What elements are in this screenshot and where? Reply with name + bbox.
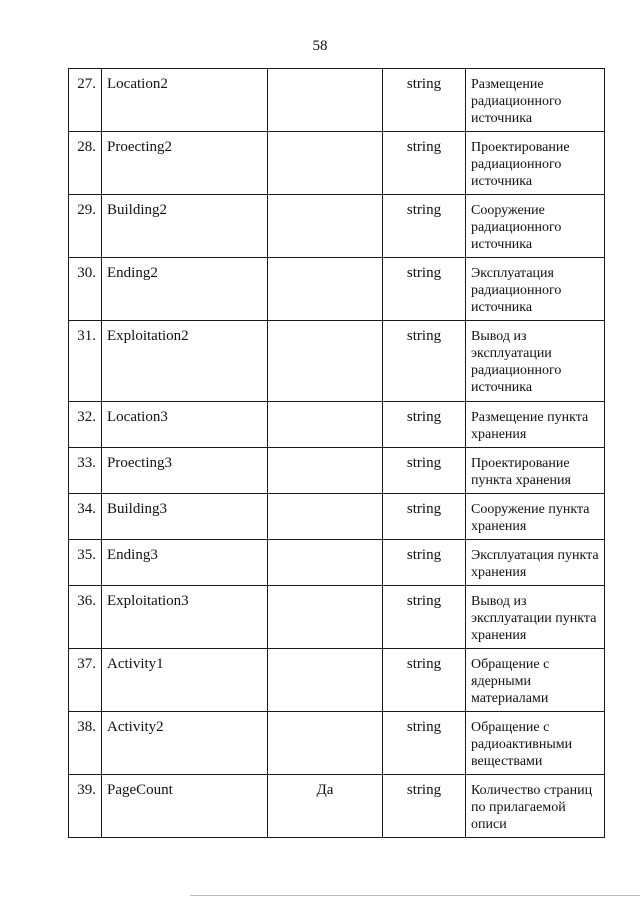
field-name: Exploitation2: [102, 321, 268, 402]
fields-table: [68, 68, 605, 838]
field-name: Ending2: [102, 258, 268, 321]
field-description: Вывод из эксплуатации пункта хранения: [466, 586, 605, 649]
field-name: Location3: [102, 402, 268, 448]
field-required: Да: [268, 775, 383, 838]
row-number: 35.: [69, 540, 102, 586]
row-number: 34.: [69, 494, 102, 540]
table-row: [69, 649, 605, 712]
field-type: string: [383, 448, 466, 494]
field-name: Building3: [102, 494, 268, 540]
row-number: 31.: [69, 321, 102, 402]
table-row: [69, 195, 605, 258]
field-name: Activity2: [102, 712, 268, 775]
field-description: Размещение пункта хранения: [466, 402, 605, 448]
field-name: Exploitation3: [102, 586, 268, 649]
field-required: [268, 132, 383, 195]
field-description: Обращение с ядерными материалами: [466, 649, 605, 712]
field-required: [268, 494, 383, 540]
row-number: 29.: [69, 195, 102, 258]
field-required: [268, 649, 383, 712]
field-name: Proecting2: [102, 132, 268, 195]
row-number: 33.: [69, 448, 102, 494]
scan-border-line: [190, 895, 640, 896]
row-number: 30.: [69, 258, 102, 321]
field-required: [268, 540, 383, 586]
field-type: string: [383, 494, 466, 540]
row-number: 27.: [69, 69, 102, 132]
row-number: 38.: [69, 712, 102, 775]
field-description: Эксплуатация пункта хранения: [466, 540, 605, 586]
field-required: [268, 258, 383, 321]
row-number: 32.: [69, 402, 102, 448]
row-number: 36.: [69, 586, 102, 649]
page-number: 58: [312, 38, 328, 54]
field-required: [268, 402, 383, 448]
field-type: string: [383, 195, 466, 258]
table-row: [69, 258, 605, 321]
field-description: Сооружение пункта хранения: [466, 494, 605, 540]
field-name: Building2: [102, 195, 268, 258]
table-row: [69, 448, 605, 494]
field-description: Обращение с радиоактивными веществами: [466, 712, 605, 775]
field-description: Количество страниц по прилагаемой описи: [466, 775, 605, 838]
field-type: string: [383, 402, 466, 448]
field-type: string: [383, 540, 466, 586]
table-row: [69, 494, 605, 540]
table-row: [69, 775, 605, 838]
field-name: Activity1: [102, 649, 268, 712]
field-type: string: [383, 258, 466, 321]
field-description: Вывод из эксплуатации радиационного источника: [466, 321, 605, 402]
field-description: Проектирование радиационного источника: [466, 132, 605, 195]
table-row: [69, 402, 605, 448]
field-name: Proecting3: [102, 448, 268, 494]
field-description: Эксплуатация радиационного источника: [466, 258, 605, 321]
field-name: Location2: [102, 69, 268, 132]
field-required: [268, 712, 383, 775]
field-type: string: [383, 775, 466, 838]
row-number: 39.: [69, 775, 102, 838]
field-description: Проектирование пункта хранения: [466, 448, 605, 494]
field-required: [268, 195, 383, 258]
field-name: PageCount: [102, 775, 268, 838]
field-name: Ending3: [102, 540, 268, 586]
field-type: string: [383, 132, 466, 195]
field-description: Размещение радиационного источника: [466, 69, 605, 132]
field-type: string: [383, 649, 466, 712]
row-number: 37.: [69, 649, 102, 712]
field-required: [268, 448, 383, 494]
field-required: [268, 69, 383, 132]
table-row: [69, 586, 605, 649]
table-row: [69, 540, 605, 586]
table-row: [69, 321, 605, 402]
row-number: 28.: [69, 132, 102, 195]
field-type: string: [383, 321, 466, 402]
field-type: string: [383, 586, 466, 649]
table-row: [69, 712, 605, 775]
field-required: [268, 586, 383, 649]
field-type: string: [383, 712, 466, 775]
field-type: string: [383, 69, 466, 132]
field-description: Сооружение радиационного источника: [466, 195, 605, 258]
field-required: [268, 321, 383, 402]
table-row: [69, 132, 605, 195]
table-row: [69, 69, 605, 132]
